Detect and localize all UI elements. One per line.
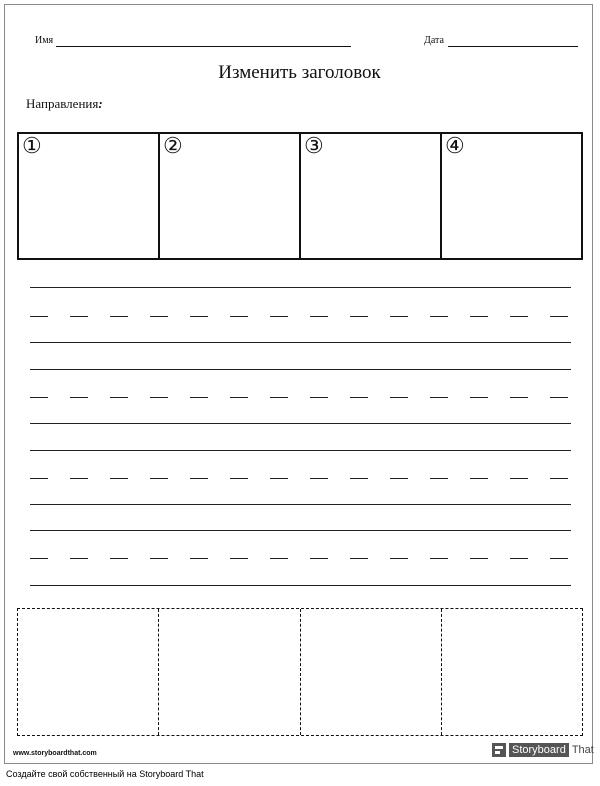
cutout-panel-4: [442, 609, 582, 735]
date-label: Дата: [424, 35, 444, 46]
writing-line-solid: [30, 504, 571, 505]
cutout-panel-2: [159, 609, 300, 735]
date-line: [448, 46, 578, 47]
name-line: [56, 46, 351, 47]
panel-3: [301, 134, 442, 258]
directions-colon: :: [98, 96, 103, 111]
cutout-panel-1: [18, 609, 159, 735]
directions-label: Направления: [26, 96, 99, 111]
writing-line-solid: [30, 530, 571, 531]
writing-line-solid: [30, 342, 571, 343]
worksheet-page: [4, 4, 593, 764]
writing-line-dashed: [30, 477, 571, 479]
storyboardthat-logo: [492, 743, 594, 757]
cutout-panels: [17, 608, 583, 736]
panel-number-4: ④: [445, 133, 465, 158]
panel-4: [442, 134, 581, 258]
page-title: Изменить заголовок: [218, 62, 381, 83]
brand-name-right: That: [571, 744, 594, 756]
panel-number-3: ③: [304, 133, 324, 158]
name-label: Имя: [35, 35, 54, 46]
storyboard-logo-icon: [492, 743, 506, 757]
footer-url: www.storyboardthat.com: [13, 750, 97, 757]
writing-line-solid: [30, 423, 571, 424]
writing-line-dashed: [30, 315, 571, 317]
brand-name-left: Storyboard: [509, 743, 569, 757]
panel-number-2: ②: [163, 133, 183, 158]
storyboard-panels: [17, 132, 583, 260]
writing-line-dashed: [30, 557, 571, 559]
writing-line-solid: [30, 585, 571, 586]
panel-1: [19, 134, 160, 258]
writing-line-solid: [30, 369, 571, 370]
writing-line-solid: [30, 287, 571, 288]
writing-line-dashed: [30, 396, 571, 398]
panel-number-1: ①: [22, 133, 42, 158]
promo-caption[interactable]: Создайте свой собственный на Storyboard That: [6, 769, 204, 779]
writing-line-solid: [30, 450, 571, 451]
directions: [26, 96, 103, 112]
cutout-panel-3: [301, 609, 442, 735]
panel-2: [160, 134, 301, 258]
